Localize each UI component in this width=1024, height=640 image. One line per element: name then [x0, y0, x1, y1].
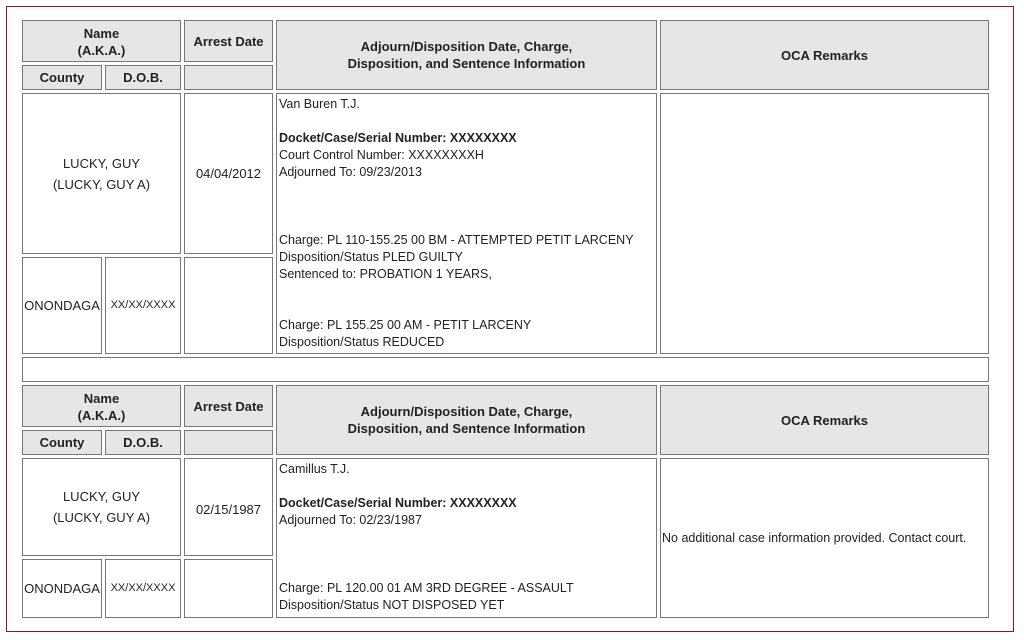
aka-header-label: (A.K.A.) — [77, 408, 126, 423]
dob-header-label: D.O.B. — [123, 70, 163, 85]
adjourned-to: Adjourned To: 02/23/1987 — [279, 513, 422, 527]
docket-value: XXXXXXXX — [449, 131, 517, 145]
arrest-date-header-label: Arrest Date — [193, 399, 264, 414]
name-header — [22, 20, 181, 62]
oca-remarks-cell — [660, 458, 989, 618]
oca-remarks-header-label: OCA Remarks — [781, 412, 868, 428]
name-value: LUCKY, GUY — [62, 155, 141, 171]
arrest-date-cell — [184, 93, 273, 254]
arrest-date-subheader — [184, 430, 273, 455]
county-cell — [22, 257, 102, 354]
empty-cell — [184, 257, 273, 354]
adjourn-header-line1: Adjourn/Disposition Date, Charge, — [360, 404, 573, 419]
arrest-date-value: 04/04/2012 — [195, 166, 262, 181]
county-header-label: County — [39, 435, 85, 450]
arrest-date-header — [184, 20, 273, 62]
dob-value: XX/XX/XXXX — [110, 582, 176, 594]
adjourn-header-line1: Adjourn/Disposition Date, Charge, — [360, 39, 573, 54]
aka-value: (LUCKY, GUY A) — [52, 176, 151, 192]
name-header-label: Name — [83, 26, 120, 41]
dob-header — [105, 65, 181, 90]
adjourn-header — [276, 385, 657, 455]
oca-remarks-header — [660, 385, 989, 455]
docket-label: Docket/Case/Serial Number: — [279, 496, 447, 510]
charge-line: Charge: PL 155.25 00 AM - PETIT LARCENY — [279, 318, 532, 332]
dob-header — [105, 430, 181, 455]
sentence-line: Sentenced to: PROBATION 1 YEARS, — [279, 267, 492, 281]
docket-label: Docket/Case/Serial Number: — [279, 131, 447, 145]
dob-cell — [105, 559, 181, 618]
adjourn-header-line2: Disposition, and Sentence Information — [347, 56, 586, 71]
aka-value: (LUCKY, GUY A) — [52, 510, 151, 525]
name-header-label: Name — [83, 391, 120, 406]
name-cell — [22, 458, 181, 556]
county-header-label: County — [39, 70, 85, 85]
county-cell — [22, 559, 102, 618]
docket-value: XXXXXXXX — [449, 496, 517, 510]
court-control-number: Court Control Number: XXXXXXXXH — [279, 148, 484, 162]
oca-remarks-header — [660, 20, 989, 90]
court-name: Van Buren T.J. — [279, 97, 360, 111]
court-name: Camillus T.J. — [279, 462, 350, 476]
name-cell — [22, 93, 181, 254]
empty-cell — [184, 559, 273, 618]
disposition-status: Disposition/Status REDUCED — [279, 335, 445, 349]
adjourn-header-line2: Disposition, and Sentence Information — [347, 421, 586, 436]
record-separator — [22, 357, 989, 382]
case-detail-cell — [276, 93, 657, 354]
county-header — [22, 430, 102, 455]
dob-value: XX/XX/XXXX — [110, 299, 176, 311]
aka-header-label: (A.K.A.) — [77, 43, 126, 58]
arrest-date-header-label: Arrest Date — [193, 34, 264, 49]
adjourn-header — [276, 20, 657, 90]
charge-line: Charge: PL 120.00 01 AM 3RD DEGREE - ASSAULT — [279, 581, 574, 595]
oca-remarks-value: No additional case information provided. Contact court. — [662, 531, 967, 545]
arrest-date-cell — [184, 458, 273, 556]
case-detail-cell — [276, 458, 657, 618]
county-value: ONONDAGA — [24, 298, 100, 313]
name-value: LUCKY, GUY — [62, 489, 141, 504]
arrest-date-value: 02/15/1987 — [195, 502, 262, 517]
adjourned-to: Adjourned To: 09/23/2013 — [279, 165, 422, 179]
disposition-status: Disposition/Status NOT DISPOSED YET — [279, 598, 505, 612]
arrest-date-subheader — [184, 65, 273, 90]
county-header — [22, 65, 102, 90]
disposition-status: Disposition/Status PLED GUILTY — [279, 250, 463, 264]
arrest-date-header — [184, 385, 273, 427]
name-header — [22, 385, 181, 427]
dob-cell — [105, 257, 181, 354]
oca-remarks-cell — [660, 93, 989, 354]
oca-remarks-header-label: OCA Remarks — [781, 47, 868, 63]
dob-header-label: D.O.B. — [123, 435, 163, 450]
charge-line: Charge: PL 110-155.25 00 BM - ATTEMPTED PETIT LARCENY — [279, 233, 634, 247]
county-value: ONONDAGA — [24, 581, 100, 596]
